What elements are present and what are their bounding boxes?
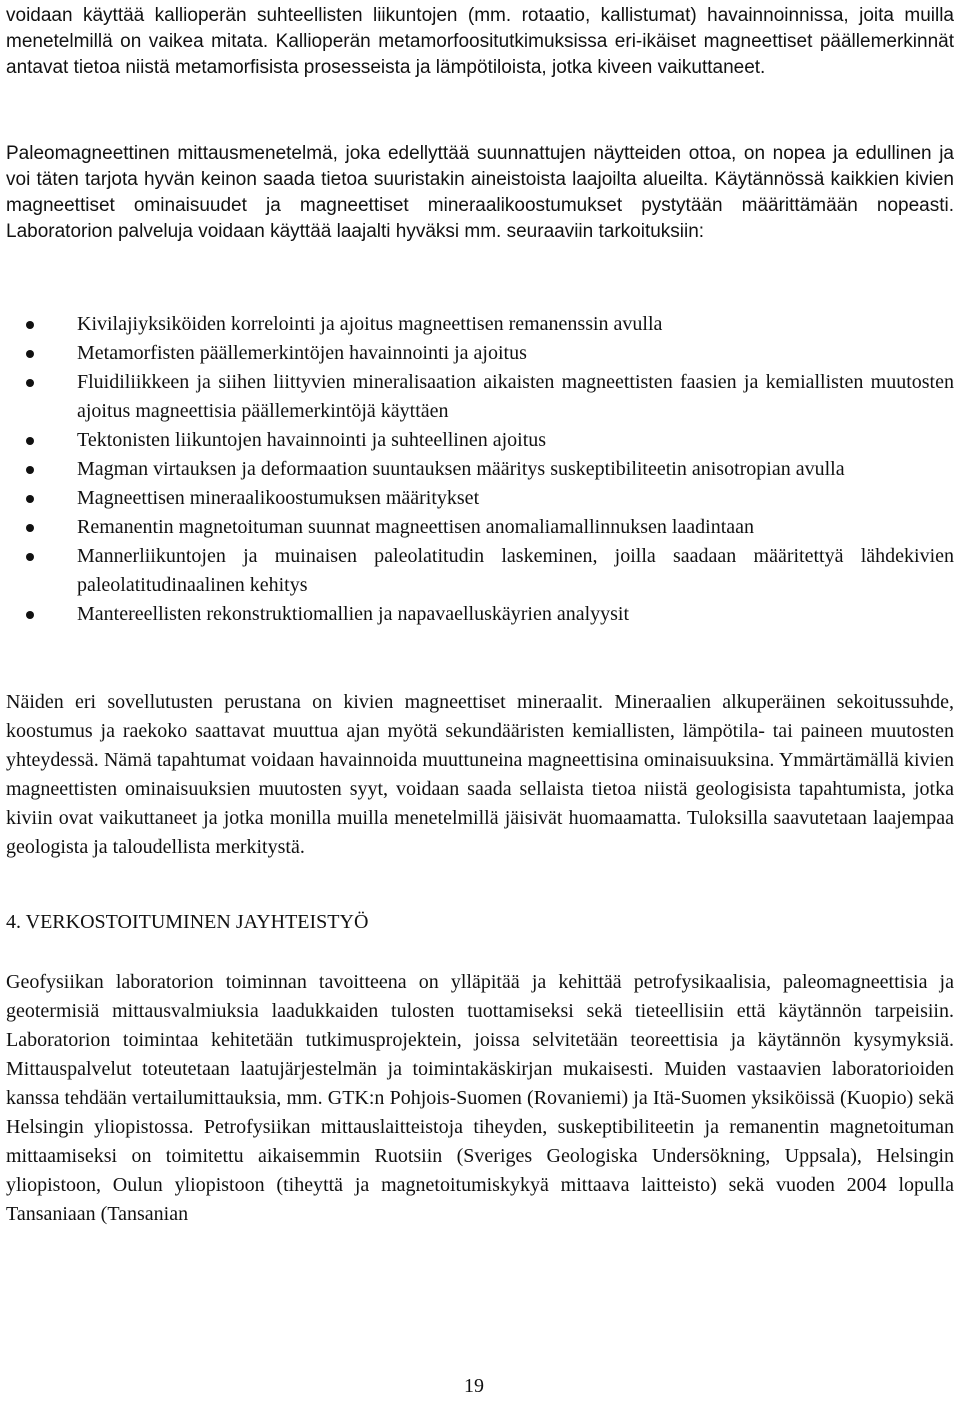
list-item: Tektonisten liikuntojen havainnointi ja suhteellinen ajoitus bbox=[6, 426, 954, 455]
list-item: Magneettisen mineraalikoostumuksen määritykset bbox=[6, 484, 954, 513]
list-item: Mantereellisten rekonstruktiomallien ja napavaelluskäyrien analyysit bbox=[6, 600, 954, 629]
applications-bullet-list bbox=[6, 310, 954, 629]
page-number: 19 bbox=[464, 1375, 484, 1397]
bullet-icon bbox=[26, 553, 34, 561]
paragraph-networking: Geofysiikan laboratorion toiminnan tavoitteena on ylläpitää ja kehittää petrofysikaalisia, paleomagneettisia ja geotermisiä mittausvalmiuksia laadukkaiden tulosten tuottamiseksi sekä tieteellisiin että käytännön tarpeisiin. Laboratorion toimintaa kehitetään tutkimusprojektein, joissa selvitetään teoreettisia ja käytännön kysymyksiä. Mittauspalvelut toteutetaan laatujärjestelmän ja toimintakäskirjan mukaisesti. Muiden vastaavien laboratorioiden kanssa tehdään vertailumittauksia, mm. GTK:n Pohjois-Suomen (Rovaniemi) ja Itä-Suomen yksiköissä (Kuopio) sekä Helsingin yliopistossa. Petrofysiikan mittauslaitteistoja tiheyden, suskeptibiliteetin ja remanentin magnetoituman mittaamiseksi on toimitettu aikaisemmin Ruotsiin (Sveriges Geologiska Undersökning, Uppsala), Helsingin yliopistoon, Oulun yliopistoon (tiheyttä ja magnetoitumiskykyä mittaava laitteisto) sekä vuoden 2004 lopulla Tansaniaan (Tansanian bbox=[6, 971, 954, 1225]
list-item: Fluidiliikkeen ja siihen liittyvien mineralisaation aikaisten magneettisten faasien ja kemiallisten muutosten ajoitus magneettisia päällemerkintöjä käyttäen bbox=[6, 368, 954, 426]
bullet-icon bbox=[26, 466, 34, 474]
paragraph-intro: voidaan käyttää kallioperän suhteellisten liikuntojen (mm. rotaatio, kallistumat) havainnoinnissa, joita muilla menetelmillä on vaikea mitata. Kallioperän metamorfoositutkimuksissa eri-ikäiset magneettiset päällemerkinnät antavat tietoa niistä metamorfisista prosesseista ja lämpötiloista, jotka kiveen vaikuttaneet. bbox=[6, 5, 954, 78]
bullet-icon bbox=[26, 524, 34, 532]
bullet-icon bbox=[26, 379, 34, 387]
bullet-icon bbox=[26, 350, 34, 358]
bullet-icon bbox=[26, 495, 34, 503]
list-item: Magman virtauksen ja deformaation suuntauksen määritys suskeptibiliteetin anisotropian avulla bbox=[6, 455, 954, 484]
list-item: Metamorfisten päällemerkintöjen havainnointi ja ajoitus bbox=[6, 339, 954, 368]
paragraph-paleomagnetic-method: Paleomagneettinen mittausmenetelmä, joka edellyttää suunnattujen näytteiden ottoa, on nopea ja edullinen ja voi täten tarjota hyvän keinon saada tietoa suuristakin aineistoista laajoilta alueilta. Käytännössä kaikkien kivien magneettiset ominaisuudet ja magneettiset mineraalikoostumukset pystytään määrittämään nopeasti. Laboratorion palveluja voidaan käyttää laajalti hyväksi mm. seuraaviin tarkoituksiin: bbox=[6, 143, 954, 242]
bullet-icon bbox=[26, 321, 34, 329]
paragraph-magnetic-minerals: Näiden eri sovellutusten perustana on kivien magneettiset mineraalit. Mineraalien alkuperäinen sekoitussuhde, koostumus ja raekoko saattavat muuttua ajan myötä sekundääristen kemiallisten, lämpötila- tai paineen muutosten yhteydessä. Nämä tapahtumat voidaan havainnoida muuttuneina magneettisina ominaisuuksina. Ymmärtämällä kivien magneettisten ominaisuuksien muutosten syyt, voidaan saada sellaista tietoa niistä geologisista tapahtumista, jotka kiviin ovat vaikuttaneet ja jotka monilla muilla menetelmillä jäisivät huomaamatta. Tuloksilla saavutetaan laajempaa geologista ja taloudellista merkitystä. bbox=[6, 691, 954, 858]
bullet-icon bbox=[26, 611, 34, 619]
list-item: Kivilajiyksiköiden korrelointi ja ajoitus magneettisen remanenssin avulla bbox=[6, 310, 954, 339]
list-item: Mannerliikuntojen ja muinaisen paleolatitudin laskeminen, joilla saadaan määritettyä lähdekivien paleolatitudinaalinen kehitys bbox=[6, 542, 954, 600]
bullet-icon bbox=[26, 437, 34, 445]
section-heading: 4. VERKOSTOITUMINEN JAYHTEISTYÖ bbox=[6, 911, 369, 933]
list-item: Remanentin magnetoituman suunnat magneettisen anomaliamallinnuksen laadintaan bbox=[6, 513, 954, 542]
